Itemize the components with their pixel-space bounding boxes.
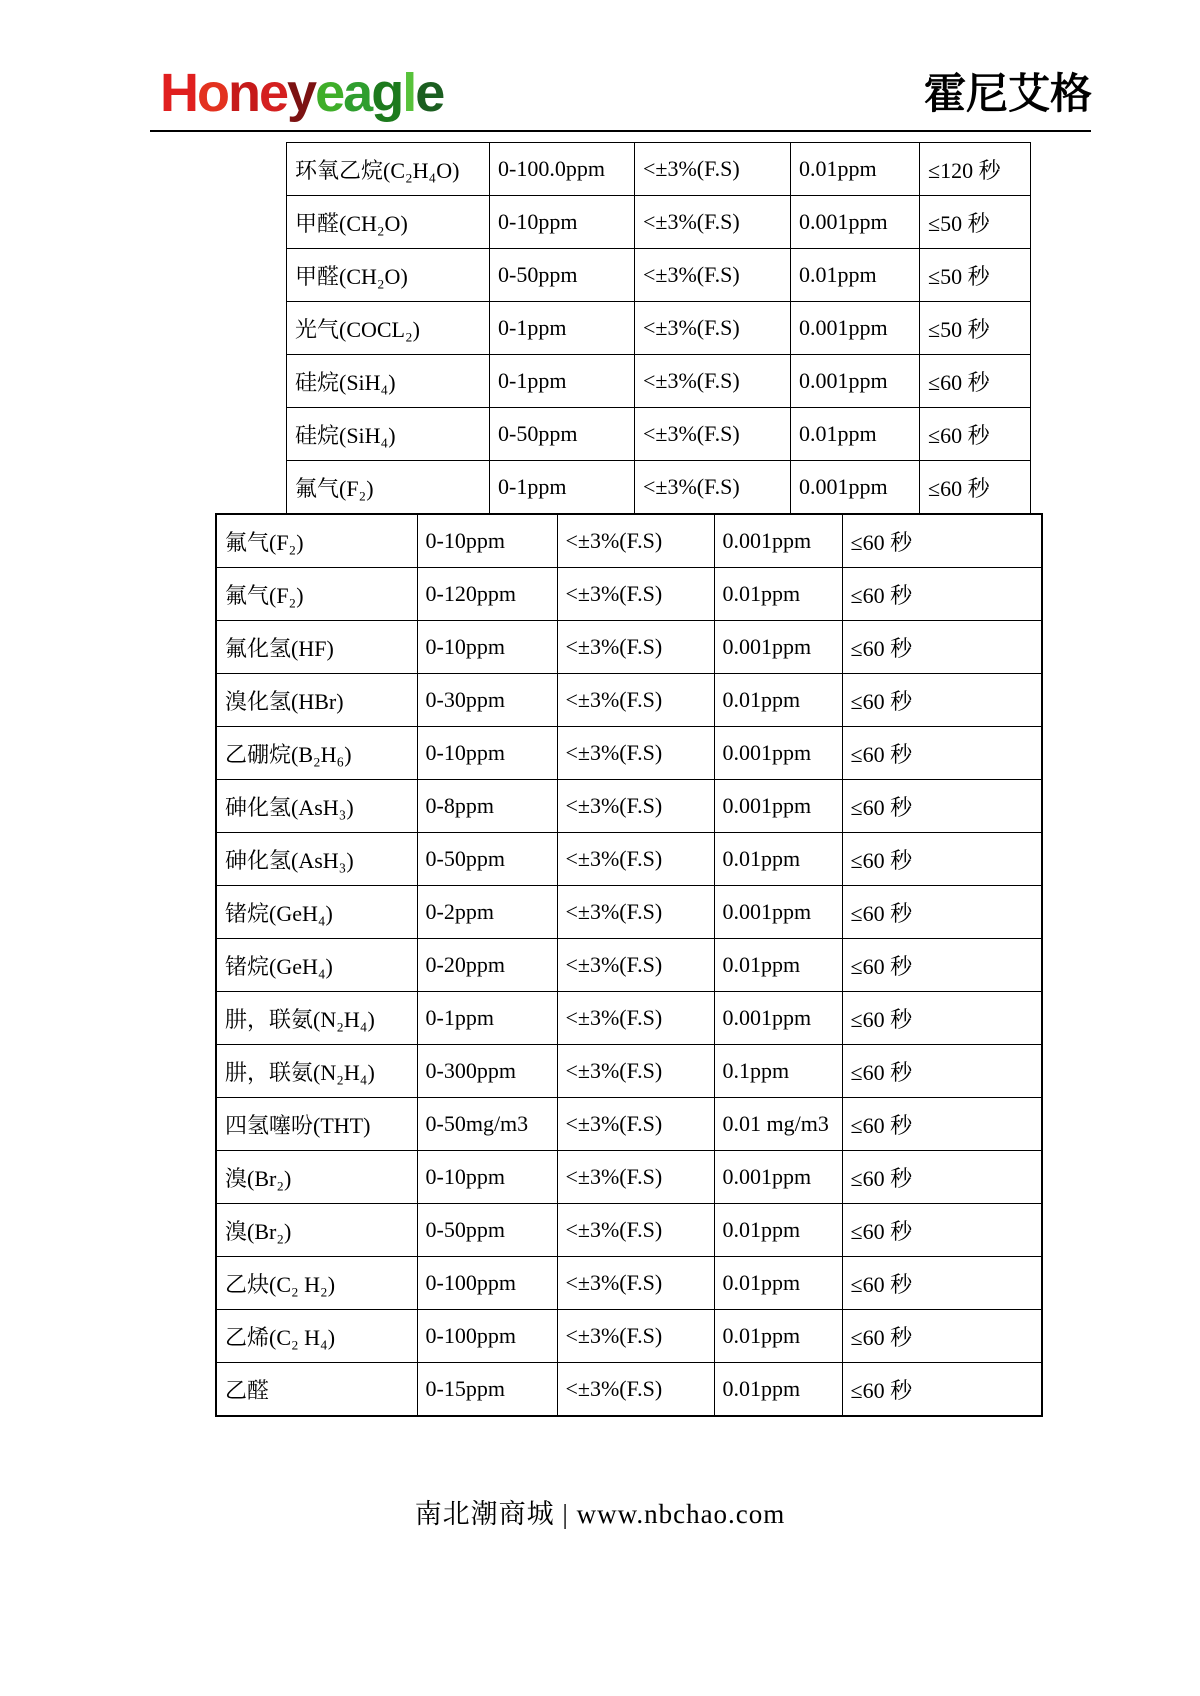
table-cell: 0-100.0ppm	[490, 143, 635, 196]
table-row	[216, 1045, 1042, 1098]
table-cell: ≤60 秒	[920, 408, 1031, 461]
table-cell: 0-10ppm	[417, 1151, 557, 1204]
table-cell: ≤60 秒	[842, 727, 1042, 780]
table-cell: 0-100ppm	[417, 1310, 557, 1363]
table-cell: 0.01ppm	[791, 143, 920, 196]
table-cell: 0-10ppm	[417, 727, 557, 780]
table-cell: ≤60 秒	[842, 1204, 1042, 1257]
table-cell: 0-1ppm	[490, 302, 635, 355]
table-cell: ≤60 秒	[920, 355, 1031, 408]
table-cell: 0-15ppm	[417, 1363, 557, 1417]
table-row	[216, 514, 1042, 568]
table-cell: ≤50 秒	[920, 249, 1031, 302]
table-row	[216, 674, 1042, 727]
table-row	[216, 1257, 1042, 1310]
table-cell: 乙炔(C₂ H₂)	[216, 1257, 417, 1310]
table-cell: 0-10ppm	[417, 621, 557, 674]
table-cell: 0.01ppm	[714, 1310, 842, 1363]
table-cell: 0.001ppm	[714, 514, 842, 568]
table-cell: 0.01ppm	[714, 1204, 842, 1257]
table-cell: <±3%(F.S)	[557, 939, 714, 992]
logo-letter: e	[415, 63, 444, 123]
table-cell: ≤60 秒	[842, 1045, 1042, 1098]
table-cell: 0-30ppm	[417, 674, 557, 727]
table-cell: ≤120 秒	[920, 143, 1031, 196]
table-cell: <±3%(F.S)	[557, 992, 714, 1045]
table-cell: <±3%(F.S)	[557, 1045, 714, 1098]
table-cell: ≤50 秒	[920, 196, 1031, 249]
table-cell: 0-120ppm	[417, 568, 557, 621]
table-cell: <±3%(F.S)	[557, 1098, 714, 1151]
table-row	[287, 408, 1031, 461]
table-row	[287, 461, 1031, 514]
table-cell: 0-50mg/m3	[417, 1098, 557, 1151]
table-cell: ≤60 秒	[920, 461, 1031, 514]
table-cell: 乙硼烷(B₂H₆)	[216, 727, 417, 780]
table-cell: 0-10ppm	[490, 196, 635, 249]
table-cell: <±3%(F.S)	[557, 1204, 714, 1257]
table-cell: ≤60 秒	[842, 1310, 1042, 1363]
table-cell: 0.01ppm	[714, 1363, 842, 1417]
table-cell: <±3%(F.S)	[557, 621, 714, 674]
table-cell: ≤60 秒	[842, 833, 1042, 886]
table-cell: <±3%(F.S)	[635, 249, 791, 302]
table-cell: 氟气(F₂)	[216, 568, 417, 621]
table-cell: 硅烷(SiH₄)	[287, 408, 490, 461]
table-cell: 砷化氢(AsH₃)	[216, 780, 417, 833]
table-cell: 0-50ppm	[417, 833, 557, 886]
table-cell: 砷化氢(AsH₃)	[216, 833, 417, 886]
table-cell: 氟气(F₂)	[216, 514, 417, 568]
table-cell: 氟化氢(HF)	[216, 621, 417, 674]
logo-letter: e	[315, 63, 344, 123]
table-cell: 0-300ppm	[417, 1045, 557, 1098]
logo-letter: g	[371, 63, 403, 123]
honeyeagle-logo	[160, 63, 444, 123]
table-cell: 0-1ppm	[490, 355, 635, 408]
table-cell: 溴(Br₂)	[216, 1204, 417, 1257]
table-cell: <±3%(F.S)	[635, 461, 791, 514]
table-cell: 0-1ppm	[490, 461, 635, 514]
table-cell: 0.01ppm	[714, 568, 842, 621]
table-cell: 0.001ppm	[714, 886, 842, 939]
table-cell: ≤60 秒	[842, 1098, 1042, 1151]
table-cell: 溴化氢(HBr)	[216, 674, 417, 727]
table-row	[216, 833, 1042, 886]
table-row	[216, 886, 1042, 939]
table-cell: 0-100ppm	[417, 1257, 557, 1310]
table-cell: ≤50 秒	[920, 302, 1031, 355]
table-cell: <±3%(F.S)	[635, 408, 791, 461]
table-cell: 0.001ppm	[791, 355, 920, 408]
table-cell: 0.001ppm	[791, 302, 920, 355]
table-cell: ≤60 秒	[842, 780, 1042, 833]
logo-letter: n	[228, 63, 259, 123]
table-cell: <±3%(F.S)	[557, 674, 714, 727]
table-row	[287, 249, 1031, 302]
table-row	[216, 992, 1042, 1045]
table-cell: 0.001ppm	[714, 621, 842, 674]
table-cell: 0.01ppm	[714, 674, 842, 727]
logo-letter: o	[197, 63, 228, 123]
table-cell: 0.001ppm	[714, 780, 842, 833]
table-cell: 0-50ppm	[417, 1204, 557, 1257]
table-row	[216, 1098, 1042, 1151]
table-cell: 乙烯(C₂ H₄)	[216, 1310, 417, 1363]
table-cell: 0.1ppm	[714, 1045, 842, 1098]
table-cell: 0.01ppm	[791, 408, 920, 461]
table-cell: 0-10ppm	[417, 514, 557, 568]
table-cell: 0.001ppm	[791, 196, 920, 249]
table-cell: 0-50ppm	[490, 249, 635, 302]
table-row	[216, 621, 1042, 674]
table-row	[216, 1363, 1042, 1417]
table-cell: <±3%(F.S)	[557, 568, 714, 621]
table-row	[216, 1310, 1042, 1363]
table-cell: ≤60 秒	[842, 1257, 1042, 1310]
table-cell: 0.01ppm	[714, 833, 842, 886]
table-cell: ≤60 秒	[842, 939, 1042, 992]
table-cell: 0.001ppm	[791, 461, 920, 514]
table-cell: 甲醛(CH₂O)	[287, 196, 490, 249]
table-cell: ≤60 秒	[842, 568, 1042, 621]
logo-letter: l	[402, 63, 416, 123]
table-cell: ≤60 秒	[842, 514, 1042, 568]
table-cell: 0-50ppm	[490, 408, 635, 461]
table-cell: 0-1ppm	[417, 992, 557, 1045]
table-cell: ≤60 秒	[842, 1363, 1042, 1417]
table-cell: 0.01ppm	[791, 249, 920, 302]
brand-name-chinese: 霍尼艾格	[923, 72, 1092, 118]
table-cell: 锗烷(GeH₄)	[216, 939, 417, 992]
table-cell: ≤60 秒	[842, 621, 1042, 674]
table-cell: 0-8ppm	[417, 780, 557, 833]
logo-letter: a	[343, 63, 372, 123]
table-cell: 甲醛(CH₂O)	[287, 249, 490, 302]
header-divider	[150, 130, 1091, 132]
table-cell: <±3%(F.S)	[557, 514, 714, 568]
table-cell: 0.001ppm	[714, 992, 842, 1045]
table-cell: 0.01ppm	[714, 939, 842, 992]
table-cell: <±3%(F.S)	[557, 833, 714, 886]
table-row	[287, 196, 1031, 249]
table-row	[216, 1204, 1042, 1257]
table-cell: <±3%(F.S)	[557, 886, 714, 939]
table-cell: <±3%(F.S)	[635, 355, 791, 408]
table-cell: 肼，联氨(N₂H₄)	[216, 1045, 417, 1098]
gas-spec-table-upper	[286, 142, 1031, 514]
table-row	[216, 568, 1042, 621]
table-cell: 0.001ppm	[714, 1151, 842, 1204]
table-row	[287, 355, 1031, 408]
table-cell: 0.01 mg/m3	[714, 1098, 842, 1151]
footer-text: 南北潮商城 | www.nbchao.com	[414, 1499, 786, 1529]
table-cell: 0-20ppm	[417, 939, 557, 992]
table-cell: <±3%(F.S)	[635, 302, 791, 355]
logo-letter: H	[160, 63, 197, 123]
table-cell: <±3%(F.S)	[635, 143, 791, 196]
table-row	[287, 143, 1031, 196]
table-cell: <±3%(F.S)	[557, 1310, 714, 1363]
table-cell: 乙醛	[216, 1363, 417, 1417]
table-cell: 0.01ppm	[714, 1257, 842, 1310]
table-cell: 环氧乙烷(C₂H₄O)	[287, 143, 490, 196]
table-cell: 硅烷(SiH₄)	[287, 355, 490, 408]
table-cell: ≤60 秒	[842, 992, 1042, 1045]
table-row	[216, 1151, 1042, 1204]
table-cell: 溴(Br₂)	[216, 1151, 417, 1204]
table-row	[216, 780, 1042, 833]
logo-letter: e	[259, 63, 288, 123]
table-cell: <±3%(F.S)	[557, 727, 714, 780]
table-row	[287, 302, 1031, 355]
table-cell: <±3%(F.S)	[635, 196, 791, 249]
table-row	[216, 939, 1042, 992]
table-cell: 0.001ppm	[714, 727, 842, 780]
table-cell: 四氢噻吩(THT)	[216, 1098, 417, 1151]
table-cell: 0-2ppm	[417, 886, 557, 939]
table-cell: <±3%(F.S)	[557, 1363, 714, 1417]
table-cell: 氟气(F₂)	[287, 461, 490, 514]
gas-spec-table-lower	[215, 513, 1043, 1417]
table-cell: <±3%(F.S)	[557, 780, 714, 833]
table-cell: ≤60 秒	[842, 886, 1042, 939]
table-cell: <±3%(F.S)	[557, 1151, 714, 1204]
logo-letter: y	[287, 63, 316, 123]
table-cell: <±3%(F.S)	[557, 1257, 714, 1310]
table-cell: ≤60 秒	[842, 674, 1042, 727]
table-row	[216, 727, 1042, 780]
table-cell: 光气(COCL₂)	[287, 302, 490, 355]
table-cell: 锗烷(GeH₄)	[216, 886, 417, 939]
table-cell: ≤60 秒	[842, 1151, 1042, 1204]
table-cell: 肼，联氨(N₂H₄)	[216, 992, 417, 1045]
